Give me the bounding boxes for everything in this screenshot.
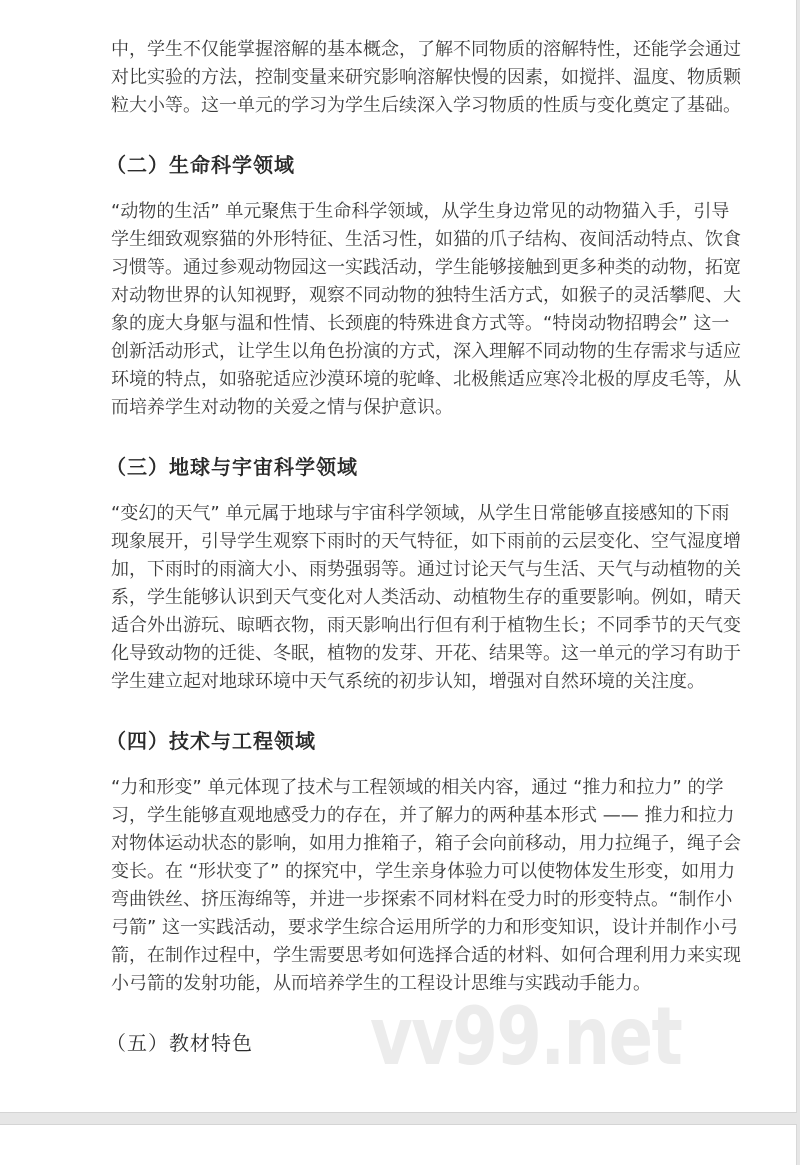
- text-line: 弯曲铁丝、挤压海绵等，并进一步探索不同材料在受力时的形变特点。“制作小: [111, 889, 733, 910]
- document-body: [106, 36, 741, 1076]
- text-line: 对比实验的方法，控制变量来研究影响溶解快慢的因素，如搅拌、温度、物质颗: [111, 67, 741, 88]
- paragraph-intro-continued: [111, 36, 741, 120]
- text-line: 象的庞大身躯与温和性情、长颈鹿的特殊进食方式等。“特岗动物招聘会” 这一: [111, 313, 730, 334]
- text-line: 学生细致观察猫的外形特征、生活习性，如猫的爪子结构、夜间活动特点、饮食: [111, 229, 741, 250]
- text-line: 粒大小等。这一单元的学习为学生后续深入学习物质的性质与变化奠定了基础。: [111, 95, 741, 116]
- text-line: 变长。在 “形状变了” 的探究中，学生亲身体验力可以使物体发生形变，如用力: [111, 861, 736, 882]
- text-line: 弓箭” 这一实践活动，要求学生综合运用所学的力和形变知识，设计并制作小弓: [111, 917, 739, 938]
- text-line: 环境的特点，如骆驼适应沙漠环境的驼峰、北极熊适应寒冷北极的厚皮毛等，从: [111, 369, 741, 390]
- text-line: “力和形变” 单元体现了技术与工程领域的相关内容，通过 “推力和拉力” 的学: [111, 777, 724, 798]
- text-line: “动物的生活” 单元聚焦于生命科学领域，从学生身边常见的动物猫入手，引导: [111, 201, 730, 222]
- text-line: 习惯等。通过参观动物园这一实践活动，学生能够接触到更多种类的动物，拓宽: [111, 257, 741, 278]
- paragraph-earth-space-science: [111, 500, 741, 696]
- heading-earth-space-science: （三）地球与宇宙科学领域: [106, 455, 358, 479]
- heading-life-science: （二）生命科学领域: [106, 153, 295, 177]
- text-line: 创新活动形式，让学生以角色扮演的方式，深入理解不同动物的生存需求与适应: [111, 341, 741, 362]
- text-line: 学生建立起对地球环境中天气系统的初步认知，增强对自然环境的关注度。: [111, 671, 705, 692]
- text-line: 加，下雨时的雨滴大小、雨势强弱等。通过讨论天气与生活、天气与动植物的关: [111, 559, 741, 580]
- paragraph-technology-engineering: [111, 774, 741, 998]
- text-line: 箭，在制作过程中，学生需要思考如何选择合适的材料、如何合理利用力来实现: [111, 945, 741, 966]
- paragraph-life-science: [111, 198, 741, 422]
- text-line: 对动物世界的认知视野，观察不同动物的独特生活方式，如猴子的灵活攀爬、大: [111, 285, 741, 306]
- text-line: 现象展开，引导学生观察下雨时的天气特征，如下雨前的云层变化、空气湿度增: [111, 531, 741, 552]
- text-line: “变幻的天气” 单元属于地球与宇宙科学领域，从学生日常能够直接感知的下雨: [111, 503, 730, 524]
- text-line: 对物体运动状态的影响，如用力推箱子，箱子会向前移动，用力拉绳子，绳子会: [111, 833, 741, 854]
- text-line: 中，学生不仅能掌握溶解的基本概念，了解不同物质的溶解特性，还能学会通过: [111, 39, 741, 60]
- next-page-edge: [0, 1124, 797, 1165]
- heading-technology-engineering: （四）技术与工程领域: [106, 729, 316, 753]
- heading-textbook-features: （五）教材特色: [106, 1031, 253, 1055]
- text-line: 而培养学生对动物的关爱之情与保护意识。: [111, 397, 453, 418]
- text-line: 系，学生能够认识到天气变化对人类活动、动植物生存的重要影响。例如，晴天: [111, 587, 741, 608]
- text-line: 习，学生能够直观地感受力的存在，并了解力的两种基本形式 —— 推力和拉力: [111, 805, 735, 826]
- text-line: 化导致动物的迁徙、冬眠，植物的发芽、开花、结果等。这一单元的学习有助于: [111, 643, 741, 664]
- text-line: 适合外出游玩、晾晒衣物，雨天影响出行但有利于植物生长；不同季节的天气变: [111, 615, 741, 636]
- watermark: vv99.net: [370, 990, 682, 1083]
- text-line: 小弓箭的发射功能，从而培养学生的工程设计思维与实践动手能力。: [111, 973, 651, 994]
